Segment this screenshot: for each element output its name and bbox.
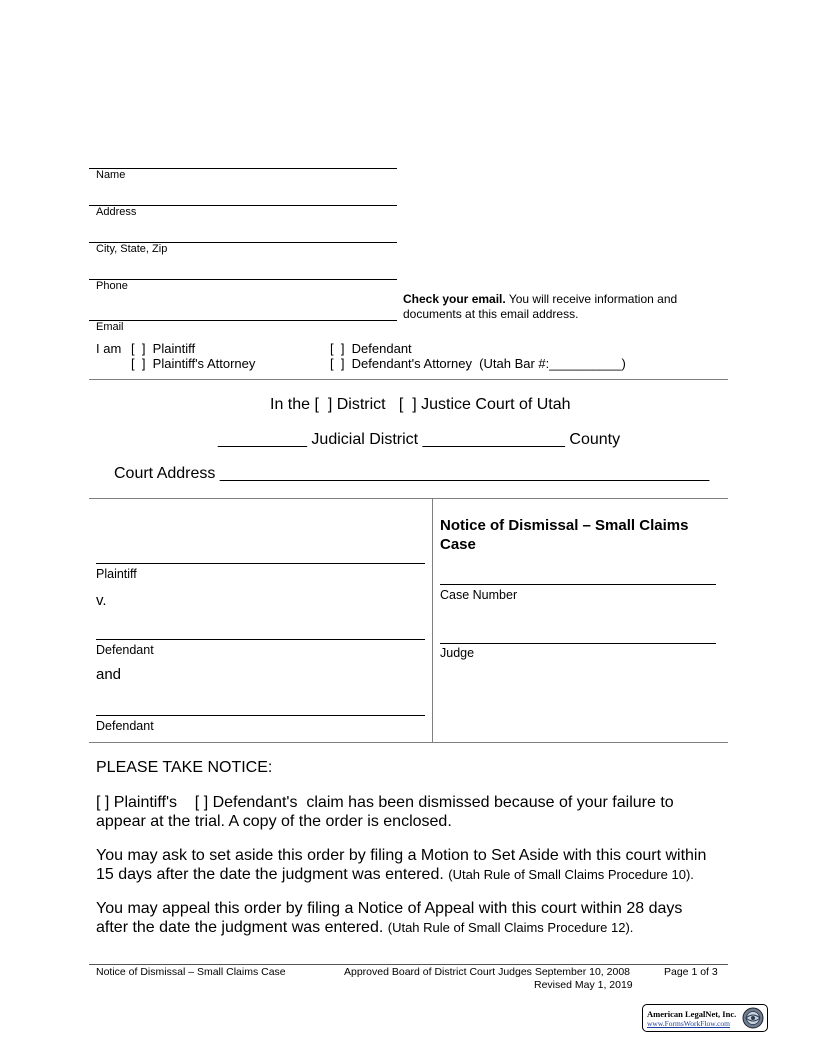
plaintiff-label: Plaintiff xyxy=(96,567,137,581)
court-line1: In the [ ] District [ ] Justice Court of Utah xyxy=(270,396,571,413)
plaintiff-line xyxy=(96,563,425,564)
paragraph-3-rule: (Utah Rule of Small Claims Procedure 12). xyxy=(387,920,634,935)
iam-label: I am xyxy=(96,341,122,356)
caption-vertical-divider xyxy=(432,499,433,742)
phone-line xyxy=(89,279,397,280)
defendant1-label: Defendant xyxy=(96,643,154,657)
american-legalnet-logo[interactable] xyxy=(642,1004,768,1032)
defendant1-line xyxy=(96,639,425,640)
email-line xyxy=(89,320,397,321)
footer-line xyxy=(89,964,728,965)
footer-revised: Revised May 1, 2019 xyxy=(534,979,633,991)
paragraph-2-line2: 15 days after the date the judgment was entered. xyxy=(96,866,444,883)
email-note-line2: documents at this email address. xyxy=(403,307,579,321)
address-label: Address xyxy=(96,206,137,218)
plaintiff-attorney-checkbox[interactable]: [ ] Plaintiff's Attorney xyxy=(131,356,256,371)
defendant2-label: Defendant xyxy=(96,719,154,733)
logo-company: American LegalNet, Inc. xyxy=(647,1009,737,1019)
court-address: Court Address _______________________________________________________ xyxy=(114,465,710,482)
case-number-label: Case Number xyxy=(440,588,518,602)
paragraph-1-line1: [ ] Plaintiff's [ ] Defendant's claim has been dismissed because of your failure to xyxy=(96,794,674,811)
name-line xyxy=(89,168,397,169)
footer-approved: Approved Board of District Court Judges September 10, 2008 xyxy=(344,966,630,978)
email-note xyxy=(403,292,703,322)
judge-label: Judge xyxy=(440,646,475,660)
divider-caption-bottom xyxy=(89,742,728,743)
versus-label: v. xyxy=(96,592,107,609)
document-title: Notice of Dismissal – Small Claims Case xyxy=(440,517,689,553)
phone-label: Phone xyxy=(96,280,128,292)
defendant-attorney-checkbox[interactable]: [ ] Defendant's Attorney (Utah Bar #:__________) xyxy=(330,356,626,371)
paragraph-3 xyxy=(96,899,736,937)
paragraph-1 xyxy=(96,793,736,831)
court-line2: __________ Judicial District ________________ County xyxy=(218,431,621,448)
paragraph-2-line1: You may ask to set aside this order by filing a Motion to Set Aside with this court within xyxy=(96,847,707,864)
paragraph-2-rule: (Utah Rule of Small Claims Procedure 10). xyxy=(448,867,694,882)
defendant2-line xyxy=(96,715,425,716)
paragraph-3-line2: after the date the judgment was entered. xyxy=(96,919,384,936)
email-note-bold: Check your email. xyxy=(403,292,506,306)
footer-page-number: Page 1 of 3 xyxy=(664,966,718,978)
logo-url[interactable]: www.FormsWorkFlow.com xyxy=(647,1019,731,1028)
defendant-checkbox[interactable]: [ ] Defendant xyxy=(330,341,412,356)
email-label: Email xyxy=(96,321,124,333)
notice-heading: PLEASE TAKE NOTICE: xyxy=(96,759,273,776)
paragraph-3-line1: You may appeal this order by filing a Notice of Appeal with this court within 28 days xyxy=(96,900,683,917)
case-number-line xyxy=(440,584,716,585)
globe-icon xyxy=(742,1007,764,1029)
city-state-zip-label: City, State, Zip xyxy=(96,243,168,255)
and-label: and xyxy=(96,666,122,683)
divider-top xyxy=(89,379,728,380)
name-label: Name xyxy=(96,169,126,181)
divider-caption-top xyxy=(89,498,728,499)
plaintiff-checkbox[interactable]: [ ] Plaintiff xyxy=(131,341,196,356)
judge-line xyxy=(440,643,716,644)
email-note-rest: You will receive information and xyxy=(508,292,678,306)
footer-form-name: Notice of Dismissal – Small Claims Case xyxy=(96,966,286,978)
paragraph-2 xyxy=(96,846,736,884)
paragraph-1-line2: appear at the trial. A copy of the order is enclosed. xyxy=(96,813,452,830)
